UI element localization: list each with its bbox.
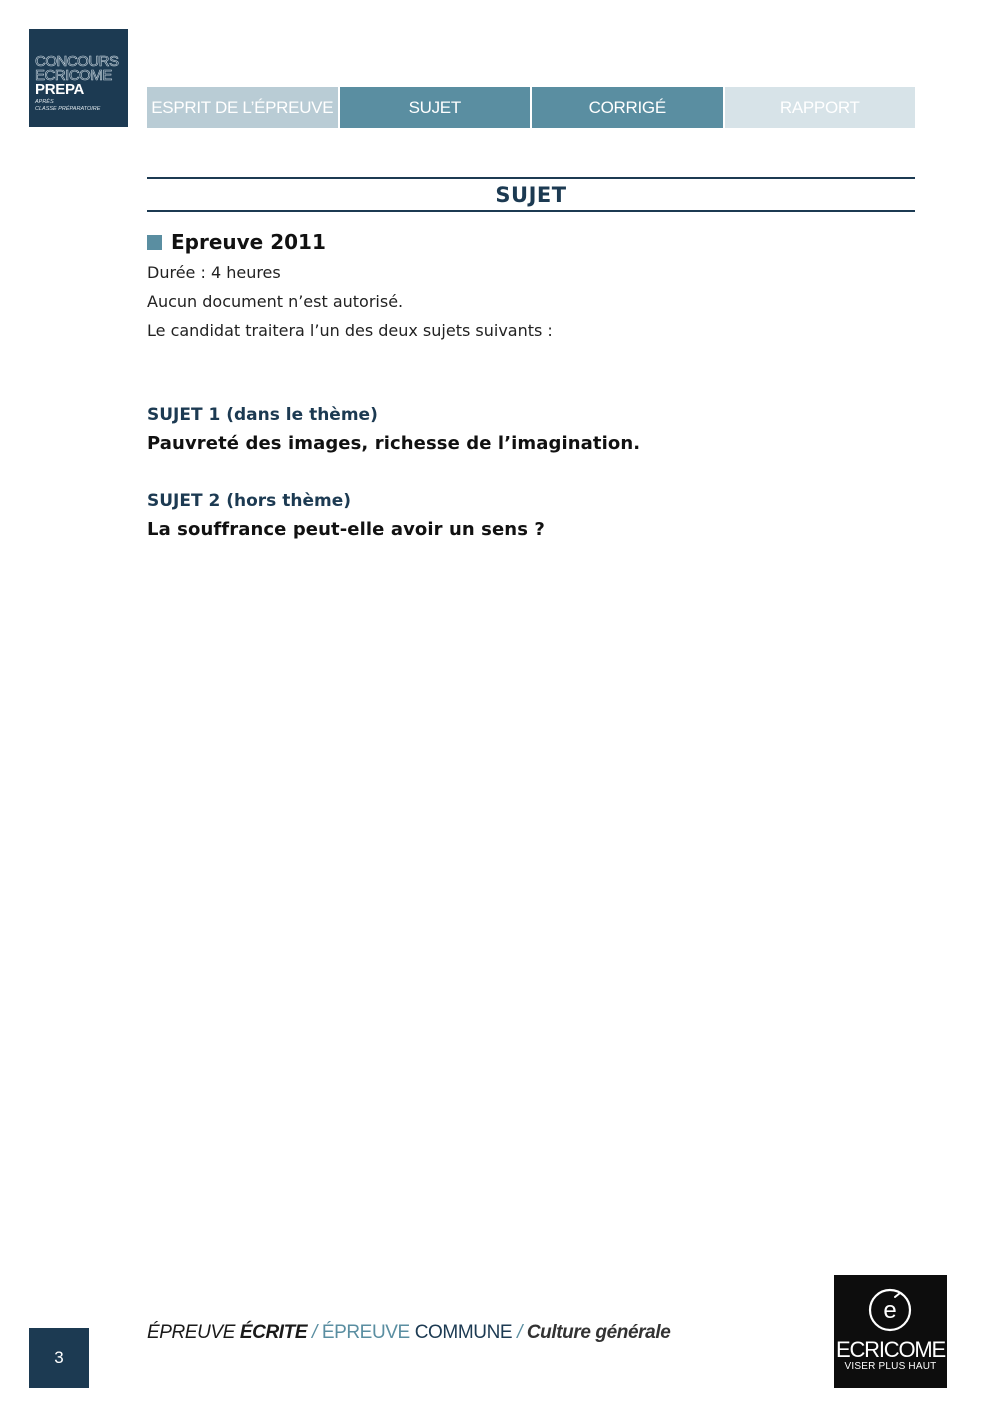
epreuve-title: Epreuve 2011 <box>171 230 326 254</box>
section-tabs <box>147 87 915 128</box>
epreuve-rule: Aucun document n’est autorisé. <box>147 292 404 311</box>
square-bullet-icon <box>147 235 162 250</box>
sujet-1 <box>147 401 640 459</box>
footer-separator-2: / <box>512 1322 527 1343</box>
epreuve-block <box>147 228 915 345</box>
sujet-1-label: SUJET 1 (dans le thème) <box>147 405 378 425</box>
sujet-1-text: Pauvreté des images, richesse de l’imagination. <box>147 433 641 454</box>
logo-line-concours: CONCOURS <box>35 53 119 70</box>
footer-ecrite: ÉCRITE <box>239 1322 308 1343</box>
epreuve-duration: Durée : 4 heures <box>147 263 281 282</box>
ecricome-logo-name: ECRICOME <box>836 1337 945 1362</box>
ecricome-e-icon <box>867 1287 913 1333</box>
logo-line-ecricome: ECRICOME <box>35 67 112 84</box>
sujet-2-label: SUJET 2 (hors thème) <box>147 491 351 511</box>
footer-breadcrumb <box>147 1322 670 1344</box>
svg-text:e: e <box>883 1297 897 1324</box>
epreuve-heading <box>147 228 915 256</box>
ecricome-logo <box>834 1275 947 1388</box>
tab-rapport[interactable]: RAPPORT <box>725 87 916 128</box>
footer-separator-1: / <box>307 1322 322 1343</box>
tab-corrige[interactable]: CORRIGÉ <box>532 87 723 128</box>
footer-epreuve-2: ÉPREUVE <box>321 1322 415 1343</box>
tab-esprit-epreuve[interactable]: ESPRIT DE L’ÉPREUVE <box>147 87 338 128</box>
footer-epreuve-1: ÉPREUVE <box>147 1322 240 1343</box>
tab-sujet[interactable]: SUJET <box>340 87 531 128</box>
concours-ecricome-prepa-logo <box>29 29 128 127</box>
epreuve-instruction: Le candidat traitera l’un des deux sujets suivants : <box>147 321 553 340</box>
page-title: SUJET <box>147 177 915 212</box>
sujet-2-text: La souffrance peut-elle avoir un sens ? <box>147 519 545 540</box>
footer-subject: Culture générale <box>526 1322 671 1343</box>
page-number: 3 <box>29 1328 89 1388</box>
sujet-2 <box>147 487 545 545</box>
footer-commune: COMMUNE <box>414 1322 513 1343</box>
logo-line-apres: APRÈS <box>35 99 54 105</box>
logo-line-prepa: PREPA <box>35 81 85 98</box>
ecricome-logo-tagline: VISER PLUS HAUT <box>844 1361 937 1372</box>
logo-line-classe: CLASSE PRÉPARATOIRE <box>35 105 101 112</box>
